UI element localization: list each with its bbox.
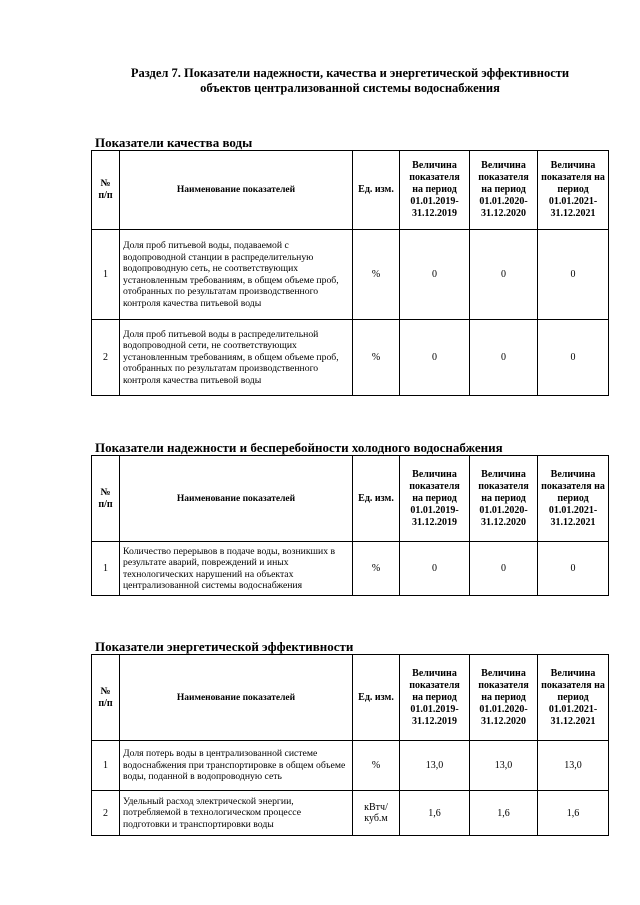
- row-value-2019: 0: [400, 320, 470, 396]
- header-period-2019: Величина показателя на период 01.01.2019-31.12.2019: [400, 151, 470, 230]
- water-quality-table: [91, 150, 609, 396]
- row-value-2021: 0: [538, 320, 609, 396]
- header-unit: Ед. изм.: [353, 456, 400, 542]
- row-num: 1: [92, 542, 120, 596]
- header-period-2019: Величина показателя на период 01.01.2019-31.12.2019: [400, 456, 470, 542]
- row-name: Удельный расход электрической энергии, потребляемой в технологическом процессе подготовки и транспортировки воды: [120, 791, 353, 836]
- row-num: 2: [92, 791, 120, 836]
- row-value-2020: 1,6: [470, 791, 538, 836]
- row-unit: кВтч/ куб.м: [353, 791, 400, 836]
- table-header-row: [92, 151, 609, 230]
- row-num: 1: [92, 230, 120, 320]
- header-unit: Ед. изм.: [353, 151, 400, 230]
- header-num: № п/п: [92, 456, 120, 542]
- row-value-2019: 13,0: [400, 741, 470, 791]
- row-value-2020: 13,0: [470, 741, 538, 791]
- section-heading-water-quality: Показатели качества воды: [95, 135, 253, 150]
- row-unit: %: [353, 741, 400, 791]
- header-period-2019: Величина показателя на период 01.01.2019-31.12.2019: [400, 655, 470, 741]
- row-value-2019: 0: [400, 230, 470, 320]
- row-value-2021: 1,6: [538, 791, 609, 836]
- row-num: 1: [92, 741, 120, 791]
- header-period-2020: Величина показателя на период 01.01.2020-31.12.2020: [470, 655, 538, 741]
- row-value-2021: 0: [538, 542, 609, 596]
- table-row: [92, 791, 609, 836]
- row-name: Доля потерь воды в централизованной системе водоснабжения при транспортировке в общем объеме воды, поданной в водопроводную сеть: [120, 741, 353, 791]
- header-period-2020: Величина показателя на период 01.01.2020-31.12.2020: [470, 456, 538, 542]
- header-period-2021: Величина показателя на период 01.01.2021-31.12.2021: [538, 456, 609, 542]
- section-heading-energy-efficiency: Показатели энергетической эффективности: [95, 639, 354, 654]
- table-row: [92, 230, 609, 320]
- header-unit: Ед. изм.: [353, 655, 400, 741]
- table-header-row: [92, 456, 609, 542]
- row-value-2019: 1,6: [400, 791, 470, 836]
- document-title-line-1: Раздел 7. Показатели надежности, качества и энергетической эффективности: [130, 66, 570, 80]
- header-name: Наименование показателей: [120, 456, 353, 542]
- table-row: [92, 542, 609, 596]
- reliability-table: [91, 455, 609, 596]
- row-unit: %: [353, 542, 400, 596]
- section-heading-reliability: Показатели надежности и бесперебойности холодного водоснабжения: [95, 440, 503, 455]
- table-row: [92, 741, 609, 791]
- row-value-2020: 0: [470, 230, 538, 320]
- row-name: Доля проб питьевой воды, подаваемой с водопроводной станции в распределительную водопроводную сеть, не соответствующих установленным требованиям, в общем объеме проб, отобранных по результатам производственного контроля качества питьевой воды: [120, 230, 353, 320]
- row-value-2020: 0: [470, 320, 538, 396]
- row-unit: %: [353, 230, 400, 320]
- header-num: № п/п: [92, 151, 120, 230]
- header-period-2021: Величина показателя на период 01.01.2021-31.12.2021: [538, 151, 609, 230]
- row-name: Доля проб питьевой воды в распределительной водопроводной сети, не соответствующих установленным требованиям, в общем объеме проб, отобранных по результатам производственного контроля качества питьевой воды: [120, 320, 353, 396]
- row-unit: %: [353, 320, 400, 396]
- row-value-2019: 0: [400, 542, 470, 596]
- row-name: Количество перерывов в подаче воды, возникших в результате аварий, повреждений и иных технологических нарушений на объектах централизованной системы водоснабжения: [120, 542, 353, 596]
- document-title: [60, 66, 640, 96]
- header-period-2021: Величина показателя на период 01.01.2021-31.12.2021: [538, 655, 609, 741]
- table-row: [92, 320, 609, 396]
- header-period-2020: Величина показателя на период 01.01.2020-31.12.2020: [470, 151, 538, 230]
- row-num: 2: [92, 320, 120, 396]
- table-header-row: [92, 655, 609, 741]
- row-value-2020: 0: [470, 542, 538, 596]
- row-value-2021: 13,0: [538, 741, 609, 791]
- energy-efficiency-table: [91, 654, 609, 836]
- document-title-line-2: объектов централизованной системы водоснабжения: [200, 81, 500, 95]
- header-num: № п/п: [92, 655, 120, 741]
- header-name: Наименование показателей: [120, 655, 353, 741]
- header-name: Наименование показателей: [120, 151, 353, 230]
- row-value-2021: 0: [538, 230, 609, 320]
